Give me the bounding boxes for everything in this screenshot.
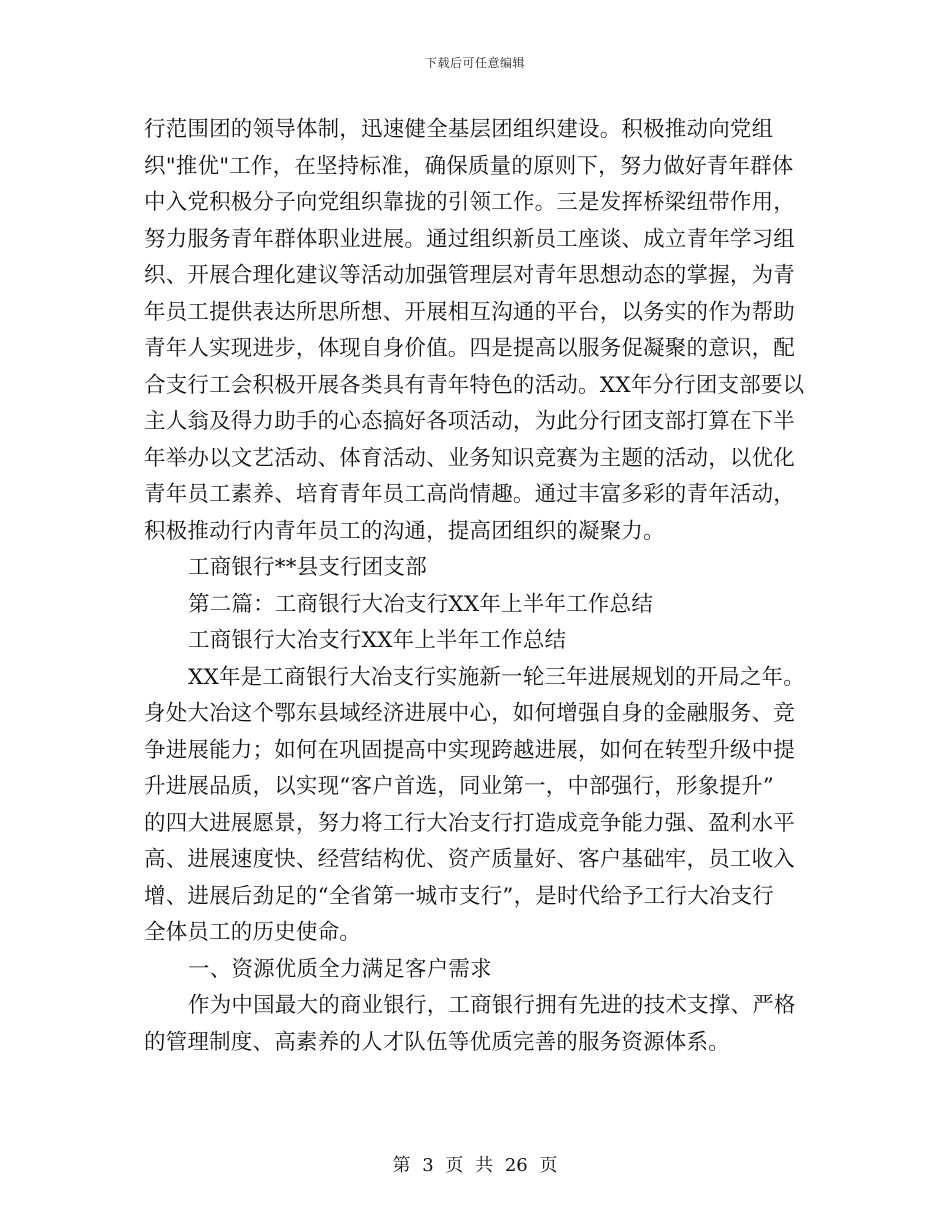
- body-line: 的四大进展愿景，努力将工行大冶支行打造成竞争能力强、盈利水平: [144, 810, 796, 836]
- body-line: 升进展品质，以实现“客户首选，同业第一，中部强行，形象提升”: [144, 774, 774, 799]
- document-body: [144, 112, 806, 1061]
- body-line: 的管理制度、高素养的人才队伍等优质完善的服务资源体系。: [144, 1029, 730, 1055]
- body-line: 身处大冶这个鄂东县域经济进展中心，如何增强自身的金融服务、竞: [144, 701, 796, 726]
- body-line: 行范围团的领导体制，迅速健全基层团组织建设。积极推动向党组: [144, 117, 774, 142]
- body-line: 织"推优"工作，在坚持标准，确保质量的原则下，努力做好青年群体: [144, 153, 794, 179]
- body-line: 高、进展速度快、经营结构优、资产质量好、客户基础牢，员工收入: [144, 847, 796, 872]
- body-line: 增、进展后劲足的“全省第一城市支行”，是时代给予工行大冶支行: [144, 883, 774, 909]
- page-header-note: 下载后可任意编辑: [424, 56, 525, 70]
- body-line: 中入党积极分子向党组织靠拢的引领工作。三是发挥桥梁纽带作用，: [144, 190, 796, 215]
- body-line: 争进展能力；如何在巩固提高中实现跨越进展，如何在转型升级中提: [144, 737, 796, 763]
- body-line: 青年人实现进步，体现自身价值。四是提高以服务促凝聚的意识，配: [144, 336, 796, 361]
- body-line: 青年员工素养、培育青年员工高尚情趣。通过丰富多彩的青年活动，: [144, 482, 796, 507]
- section-heading: 第二篇：工商银行大冶支行XX年上半年工作总结: [188, 591, 654, 617]
- body-line: 努力服务青年群体职业进展。通过组织新员工座谈、成立青年学习组: [144, 226, 796, 252]
- body-line: 合支行工会积极开展各类具有青年特色的活动。XX年分行团支部要以: [144, 372, 805, 398]
- body-line: 作为中国最大的商业银行，工商银行拥有先进的技术支撑、严格: [188, 993, 796, 1018]
- body-line: 全体员工的历史使命。: [144, 920, 362, 945]
- page-number-footer: 第 3 页 共 26 页: [392, 1155, 558, 1176]
- body-line: 主人翁及得力助手的心态搞好各项活动，为此分行团支部打算在下半: [144, 409, 796, 434]
- body-line: 织、开展合理化建议等活动加强管理层对青年思想动态的掌握，为青: [144, 263, 796, 288]
- body-line: XX年是工商银行大冶支行实施新一轮三年进展规划的开局之年。: [188, 664, 805, 690]
- body-line: 积极推动行内青年员工的沟通，提高团组织的凝聚力。: [144, 518, 665, 544]
- subsection-heading: 一、资源优质全力满足客户需求: [188, 956, 492, 982]
- signature-line: 工商银行**县支行团支部: [188, 555, 427, 580]
- body-line: 年举办以文艺活动、体育活动、业务知识竞赛为主题的活动，以优化: [144, 445, 796, 471]
- body-line: 年员工提供表达所思所想、开展相互沟通的平台，以务实的作为帮助: [144, 299, 796, 325]
- section-title: 工商银行大冶支行XX年上半年工作总结: [188, 628, 567, 653]
